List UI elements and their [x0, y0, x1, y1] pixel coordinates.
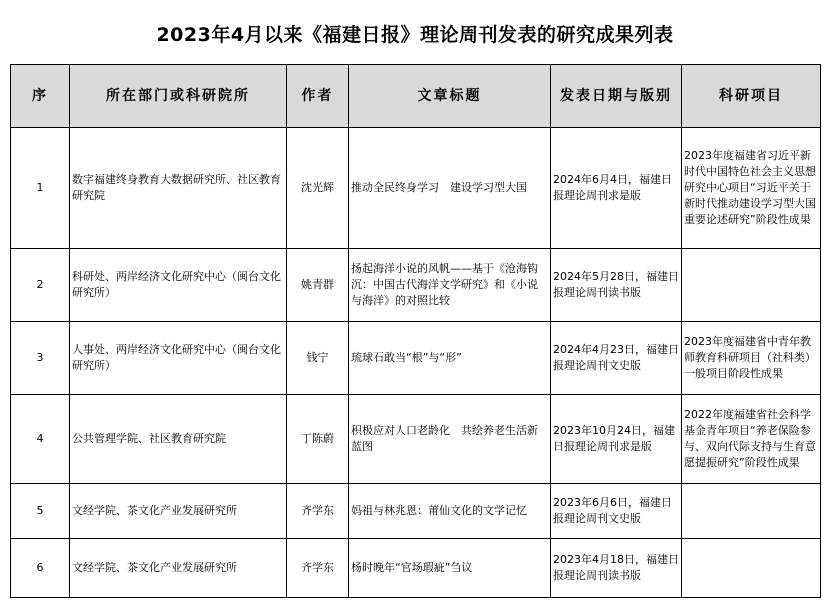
cell-dept: 数字福建终身教育大数据研究所、社区教育研究院: [70, 128, 287, 249]
cell-date: 2024年6月4日，福建日报理论周刊求是版: [551, 128, 682, 249]
cell-title: 琉球石敢当“根”与“形”: [349, 322, 551, 395]
cell-project: [682, 539, 821, 598]
cell-date: 2023年6月6日，福建日报理论周刊文史版: [551, 484, 682, 539]
cell-dept: 文经学院、茶文化产业发展研究所: [70, 484, 287, 539]
cell-date: 2023年10月24日，福建日报理论周刊求是版: [551, 395, 682, 484]
cell-title: 扬起海洋小说的风帆——基于《沧海钩沉：中国古代海洋文学研究》和《小说与海洋》的对照比较: [349, 249, 551, 322]
cell-no: 3: [11, 322, 70, 395]
cell-author: 姚青群: [287, 249, 349, 322]
table-header-row: [11, 65, 821, 128]
cell-project: 2022年度福建省社会科学基金青年项目“养老保险参与、双向代际支持与生育意愿提振研究”阶段性成果: [682, 395, 821, 484]
cell-project: 2023年度福建省习近平新时代中国特色社会主义思想研究中心项目“习近平关于新时代推动建设学习型大国重要论述研究”阶段性成果: [682, 128, 821, 249]
column-header-author: 作者: [287, 65, 349, 128]
cell-date: 2024年5月28日，福建日报理论周刊读书版: [551, 249, 682, 322]
cell-dept: 科研处、两岸经济文化研究中心（闽台文化研究所）: [70, 249, 287, 322]
cell-author: 沈光辉: [287, 128, 349, 249]
table-row: [11, 128, 821, 249]
table-row: [11, 395, 821, 484]
cell-author: 钱宁: [287, 322, 349, 395]
cell-author: 齐学东: [287, 539, 349, 598]
column-header-project: 科研项目: [682, 65, 821, 128]
cell-dept: 公共管理学院、社区教育研究院: [70, 395, 287, 484]
results-table: [10, 64, 821, 598]
cell-date: 2023年4月18日，福建日报理论周刊读书版: [551, 539, 682, 598]
cell-title: 推动全民终身学习 建设学习型大国: [349, 128, 551, 249]
table-row: [11, 322, 821, 395]
cell-no: 5: [11, 484, 70, 539]
table-row: [11, 249, 821, 322]
cell-author: 齐学东: [287, 484, 349, 539]
table-row: [11, 484, 821, 539]
cell-no: 4: [11, 395, 70, 484]
cell-author: 丁陈蔚: [287, 395, 349, 484]
cell-project: [682, 249, 821, 322]
cell-no: 6: [11, 539, 70, 598]
column-header-date: 发表日期与版别: [551, 65, 682, 128]
cell-dept: 人事处、两岸经济文化研究中心（闽台文化研究所）: [70, 322, 287, 395]
column-header-title: 文章标题: [349, 65, 551, 128]
cell-no: 1: [11, 128, 70, 249]
cell-no: 2: [11, 249, 70, 322]
cell-dept: 文经学院、茶文化产业发展研究所: [70, 539, 287, 598]
page-title: 2023年4月以来《福建日报》理论周刊发表的研究成果列表: [156, 24, 674, 46]
cell-title: 积极应对人口老龄化 共绘养老生活新蓝图: [349, 395, 551, 484]
column-header-no: 序: [11, 65, 70, 128]
cell-project: [682, 484, 821, 539]
cell-date: 2024年4月23日，福建日报理论周刊文史版: [551, 322, 682, 395]
cell-title: 杨时晚年“官场瑕疵”刍议: [349, 539, 551, 598]
column-header-dept: 所在部门或科研院所: [70, 65, 287, 128]
table-row: [11, 539, 821, 598]
cell-project: 2023年度福建省中青年教师教育科研项目（社科类）一般项目阶段性成果: [682, 322, 821, 395]
cell-title: 妈祖与林兆恩：莆仙文化的文学记忆: [349, 484, 551, 539]
